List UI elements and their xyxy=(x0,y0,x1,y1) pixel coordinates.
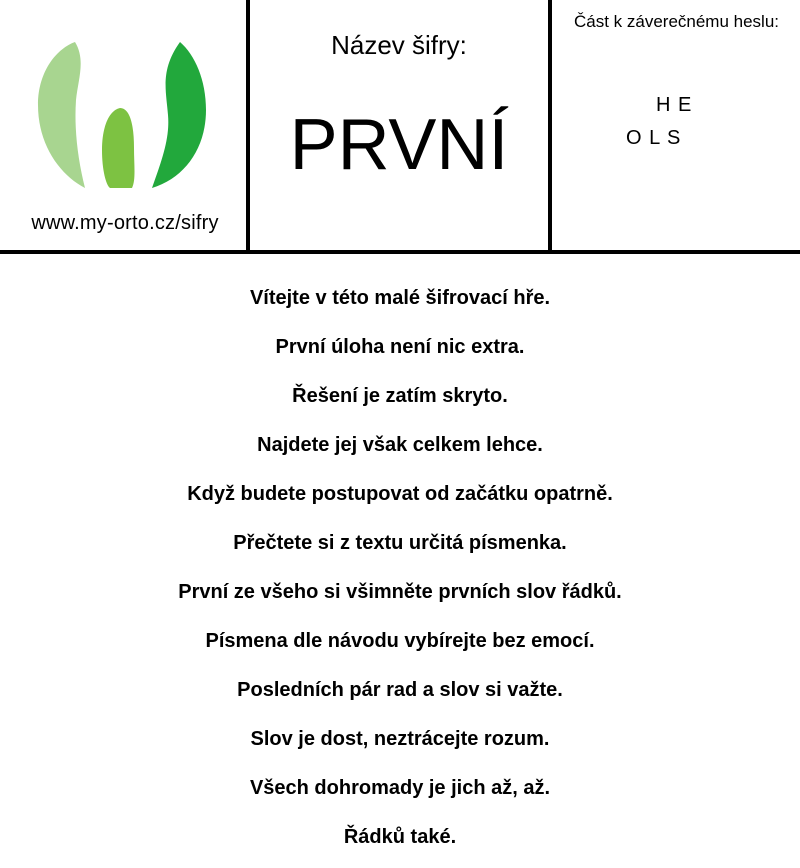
text-line: Řádků také. xyxy=(343,826,457,848)
text-line: První ze všeho si všimněte prvních slov řádků. xyxy=(178,581,622,603)
text-line: První úloha není nic extra. xyxy=(275,336,525,358)
password-part-row-2: O L S xyxy=(626,127,682,149)
text-line: Všech dohromady je jich až, až. xyxy=(249,777,551,799)
cipher-name: PRVNÍ xyxy=(289,105,509,185)
text-line: Přečtete si z textu určitá písmenka. xyxy=(233,532,567,554)
header xyxy=(0,0,800,252)
text-line: Když budete postupovat od začátku opatrně. xyxy=(187,483,613,505)
divider-right xyxy=(548,0,552,252)
text-line: Slov je dost, neztrácejte rozum. xyxy=(250,728,550,750)
text-line: Vítejte v této malé šifrovací hře. xyxy=(249,287,551,309)
cipher-text xyxy=(0,280,800,868)
text-line: Posledních pár rad a slov si važte. xyxy=(237,679,563,701)
text-line: Písmena dle návodu vybírejte bez emocí. xyxy=(205,630,595,652)
site-url[interactable]: www.my-orto.cz/sifry xyxy=(31,212,219,234)
header-divider xyxy=(0,250,800,254)
password-part-label: Část k záverečnému heslu: xyxy=(573,12,780,31)
text-line: Řešení je zatím skryto. xyxy=(292,385,508,407)
password-part-row-1: H E xyxy=(656,94,693,116)
text-line: Najdete jej však celkem lehce. xyxy=(257,434,543,456)
leaf-logo-icon xyxy=(30,30,220,195)
cipher-label: Název šifry: xyxy=(331,30,467,60)
